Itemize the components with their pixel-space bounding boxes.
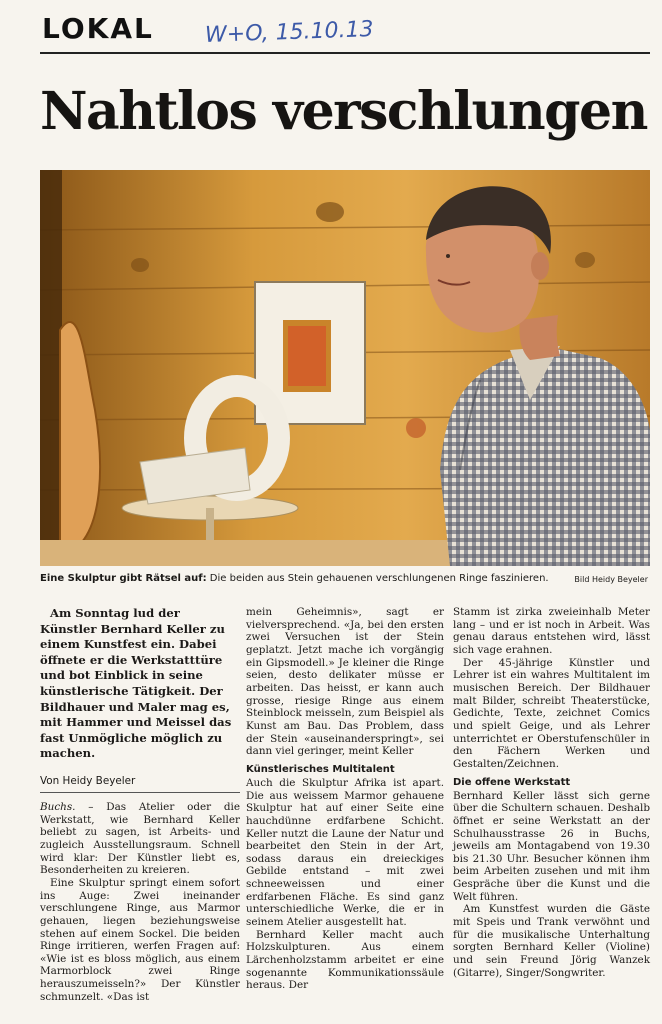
body-paragraph: Eine Skulptur springt einem sofort ins Auge: Zwei ineinander verschlungene Ringe, aus Marmor gehauen, liegen beziehungsweise stehen auf einem Sockel. Die beiden Ringe irritieren, werfen Fragen auf: «Wie ist es bloss möglich, aus einem Marmorblock zwei Ringe herauszumeisseln?» Der Künstler schmunzelt. «Das ist xyxy=(40,876,240,1003)
body-paragraph: Bernhard Keller lässt sich gerne über die Schultern schauen. Deshalb öffnet er seine Werkstatt an der Schulhausstrasse 26 in Buchs, jeweils am Montagabend von 19.30 bis 21.30 Uhr. Besucher können ihm beim Arbeiten zusehen und mit ihm Gespräche über die Kunst und die Welt führen. xyxy=(453,789,650,903)
body-paragraph: Stamm ist zirka zweieinhalb Meter lang – und er ist noch in Arbeit. Was genau daraus entstehen wird, lässt sich vage erahnen. xyxy=(453,606,650,656)
article-column-1 xyxy=(40,606,240,1003)
handwritten-date-note: W+O, 15.10.13 xyxy=(204,17,374,48)
section-label: LOKAL xyxy=(42,12,154,45)
body-paragraph: Bernhard Keller macht auch Holzskulpturen. Aus einem Lärchenholzstamm arbeitet er eine sogenannte Kommunikationssäule heraus. Der xyxy=(246,928,444,992)
caption-text: Die beiden aus Stein gehauenen verschlungenen Ringe faszinieren. xyxy=(209,573,549,584)
body-paragraph: Der 45-jährige Künstler und Lehrer ist ein wahres Multitalent im musischen Bereich. Der Bildhauer malt Bilder, schreibt Theaterstücke, Gedichte, Texte, zeichnet Comics und spielt Geige, und als Lehrer unterrichtet er Oberstufenschüler in den Fächern Werken und Gestalten/Zeichnen. xyxy=(453,656,650,770)
article-column-3 xyxy=(453,606,650,979)
article-byline: Von Heidy Beyeler xyxy=(40,774,136,787)
subheading: Künstlerisches Multitalent xyxy=(246,763,395,775)
article-column-2 xyxy=(246,606,444,992)
article-photo xyxy=(40,170,650,566)
body-text: – Das Atelier oder die Werkstatt, wie Bernhard Keller beliebt zu sagen, ist Arbeits- und zugleich Ausstellungsraum. Schnell wird klar: Der Künstler liebt es, Besonderheiten zu kreieren. xyxy=(40,800,240,877)
body-paragraph xyxy=(40,801,240,877)
byline-rule xyxy=(40,792,240,793)
caption-lead: Eine Skulptur gibt Rätsel auf: xyxy=(40,573,207,584)
body-paragraph: Am Kunstfest wurden die Gäste mit Speis und Trank verwöhnt und für die musikalische Unterhaltung sorgten Bernhard Keller (Violine) und sein Freund Jörig Wanzek (Gitarre), Singer/Songwriter. xyxy=(453,903,650,979)
photo-credit: Bild Heidy Beyeler xyxy=(574,575,648,584)
body-paragraph: mein Geheimnis», sagt er vielversprechend. «Ja, bei den ersten zwei Versuchen ist der Stein geplatzt. Jetzt mache ich vorgängig ein Gipsmodell.» Je kleiner die Ringe seien, desto delikater müsse er arbeiten. Das heisst, er kann auch grosse, riesige Ringe aus einem Steinblock meisseln, zum Beispiel als Kunst am Bau. Das Problem, dass der Stein «auseinanderspringt», sei dann viel geringer, meint Keller xyxy=(246,606,444,758)
body-paragraph: Auch die Skulptur Afrika ist apart. Die aus weissem Marmor gehauene Skulptur hat auf einer Seite eine hauchdünne erdfarbene Schicht. Keller nutzt die Laune der Natur und bearbeitet den Stein in der Art, sodass daraus ein dreieckiges Gebilde entstand – mit zwei schneeweissen und einer erdfarbenen Fläche. Es sind ganz unterschiedliche Werke, die er in seinem Atelier ausgestellt hat. xyxy=(246,776,444,929)
article-headline: Nahtlos verschlungen xyxy=(40,81,647,142)
photo-caption xyxy=(40,572,650,585)
dateline: Buchs. xyxy=(40,800,76,813)
header-rule xyxy=(40,52,650,54)
subheading: Die offene Werkstatt xyxy=(453,776,571,788)
article-intro: Am Sonntag lud der Künstler Bernhard Keller zu einem Kunstfest ein. Dabei öffnete er die Werkstatttüre und bot Einblick in seine künstlerische Tätigkeit. Der Bildhauer und Maler mag es, mit Hammer und Meissel das fast Unmögliche möglich zu machen. xyxy=(40,606,232,761)
